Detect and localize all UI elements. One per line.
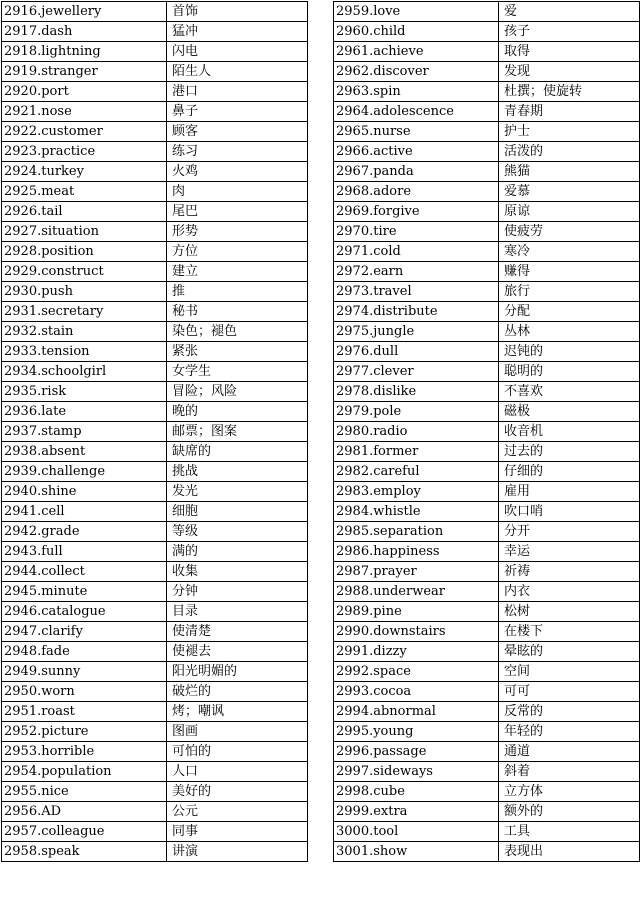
chinese-meaning: 杜撰；使旋转 [499,82,640,102]
chinese-meaning: 年轻的 [499,722,640,742]
vocab-row [334,642,640,662]
english-word: 2925.meat [2,182,167,202]
chinese-meaning: 活泼的 [499,142,640,162]
english-word: 2924.turkey [2,162,167,182]
vocab-row [2,22,308,42]
vocab-row [2,822,308,842]
chinese-meaning: 秘书 [167,302,308,322]
chinese-meaning: 冒险；风险 [167,382,308,402]
chinese-meaning: 吹口哨 [499,502,640,522]
chinese-meaning: 收集 [167,562,308,582]
chinese-meaning: 额外的 [499,802,640,822]
chinese-meaning: 火鸡 [167,162,308,182]
vocab-row [2,62,308,82]
vocab-table-right [333,1,640,862]
english-word: 2945.minute [2,582,167,602]
vocab-row [334,462,640,482]
english-word: 2948.fade [2,642,167,662]
chinese-meaning: 发现 [499,62,640,82]
english-word: 2946.catalogue [2,602,167,622]
chinese-meaning: 青春期 [499,102,640,122]
english-word: 2987.prayer [334,562,499,582]
chinese-meaning: 取得 [499,42,640,62]
vocab-row [334,122,640,142]
vocab-row [2,242,308,262]
chinese-meaning: 内衣 [499,582,640,602]
vocab-row [334,322,640,342]
english-word: 2976.dull [334,342,499,362]
vocab-row [334,202,640,222]
english-word: 2918.lightning [2,42,167,62]
chinese-meaning: 挑战 [167,462,308,482]
vocab-row [334,422,640,442]
vocab-row [334,82,640,102]
chinese-meaning: 仔细的 [499,462,640,482]
chinese-meaning: 美好的 [167,782,308,802]
english-word: 2955.nice [2,782,167,802]
vocab-row [2,422,308,442]
english-word: 2979.pole [334,402,499,422]
english-word: 2930.push [2,282,167,302]
vocab-row [334,402,640,422]
chinese-meaning: 分配 [499,302,640,322]
vocab-row [334,2,640,22]
english-word: 2952.picture [2,722,167,742]
english-word: 2943.full [2,542,167,562]
chinese-meaning: 等级 [167,522,308,542]
english-word: 2937.stamp [2,422,167,442]
english-word: 2981.former [334,442,499,462]
english-word: 2949.sunny [2,662,167,682]
english-word: 2922.customer [2,122,167,142]
vocab-row [2,162,308,182]
english-word: 2985.separation [334,522,499,542]
chinese-meaning: 缺席的 [167,442,308,462]
english-word: 2935.risk [2,382,167,402]
chinese-meaning: 松树 [499,602,640,622]
chinese-meaning: 陌生人 [167,62,308,82]
vocab-row [334,702,640,722]
vocab-row [2,342,308,362]
chinese-meaning: 寒冷 [499,242,640,262]
chinese-meaning: 旅行 [499,282,640,302]
english-word: 2929.construct [2,262,167,282]
vocab-row [334,442,640,462]
chinese-meaning: 反常的 [499,702,640,722]
english-word: 2928.position [2,242,167,262]
english-word: 2957.colleague [2,822,167,842]
vocab-row [2,742,308,762]
vocab-row [2,122,308,142]
english-word: 2980.radio [334,422,499,442]
chinese-meaning: 分开 [499,522,640,542]
vocab-row [2,282,308,302]
english-word: 2999.extra [334,802,499,822]
chinese-meaning: 赚得 [499,262,640,282]
english-word: 2953.horrible [2,742,167,762]
english-word: 3001.show [334,842,499,862]
english-word: 2992.space [334,662,499,682]
english-word: 2968.adore [334,182,499,202]
english-word: 2996.passage [334,742,499,762]
chinese-meaning: 闪电 [167,42,308,62]
vocab-row [2,842,308,862]
vocab-row [334,302,640,322]
chinese-meaning: 护士 [499,122,640,142]
english-word: 2958.speak [2,842,167,862]
chinese-meaning: 阳光明媚的 [167,662,308,682]
vocab-row [2,642,308,662]
vocab-row [334,762,640,782]
chinese-meaning: 猛冲 [167,22,308,42]
chinese-meaning: 人口 [167,762,308,782]
chinese-meaning: 染色；褪色 [167,322,308,342]
vocab-row [334,522,640,542]
english-word: 2983.employ [334,482,499,502]
chinese-meaning: 可可 [499,682,640,702]
vocab-row [334,722,640,742]
chinese-meaning: 聪明的 [499,362,640,382]
chinese-meaning: 不喜欢 [499,382,640,402]
vocab-row [334,842,640,862]
chinese-meaning: 晕眩的 [499,642,640,662]
chinese-meaning: 紧张 [167,342,308,362]
english-word: 2993.cocoa [334,682,499,702]
english-word: 2916.jewellery [2,2,167,22]
vocab-row [334,482,640,502]
english-word: 2974.distribute [334,302,499,322]
english-word: 2969.forgive [334,202,499,222]
chinese-meaning: 女学生 [167,362,308,382]
vocab-row [334,142,640,162]
chinese-meaning: 讲演 [167,842,308,862]
vocab-row [334,62,640,82]
english-word: 2926.tail [2,202,167,222]
chinese-meaning: 晚的 [167,402,308,422]
english-word: 2939.challenge [2,462,167,482]
chinese-meaning: 熊猫 [499,162,640,182]
english-word: 2963.spin [334,82,499,102]
english-word: 2931.secretary [2,302,167,322]
vocab-row [334,282,640,302]
english-word: 2986.happiness [334,542,499,562]
english-word: 2917.dash [2,22,167,42]
chinese-meaning: 斜着 [499,762,640,782]
chinese-meaning: 祈祷 [499,562,640,582]
chinese-meaning: 在楼下 [499,622,640,642]
english-word: 2990.downstairs [334,622,499,642]
vocab-row [2,222,308,242]
vocab-row [2,602,308,622]
vocab-row [334,622,640,642]
english-word: 2982.careful [334,462,499,482]
vocab-row [2,42,308,62]
vocab-row [2,382,308,402]
english-word: 2972.earn [334,262,499,282]
vocab-row [2,82,308,102]
chinese-meaning: 使褪去 [167,642,308,662]
english-word: 2973.travel [334,282,499,302]
vocab-row [2,442,308,462]
english-word: 2975.jungle [334,322,499,342]
chinese-meaning: 可怕的 [167,742,308,762]
vocab-row [334,662,640,682]
english-word: 2995.young [334,722,499,742]
chinese-meaning: 工具 [499,822,640,842]
english-word: 2961.achieve [334,42,499,62]
vocab-row [334,782,640,802]
english-word: 2920.port [2,82,167,102]
vocab-row [2,542,308,562]
english-word: 2989.pine [334,602,499,622]
vocab-row [334,502,640,522]
chinese-meaning: 首饰 [167,2,308,22]
chinese-meaning: 雇用 [499,482,640,502]
english-word: 2956.AD [2,802,167,822]
vocab-row [334,562,640,582]
chinese-meaning: 孩子 [499,22,640,42]
chinese-meaning: 迟钝的 [499,342,640,362]
english-word: 2964.adolescence [334,102,499,122]
english-word: 2941.cell [2,502,167,522]
chinese-meaning: 分钟 [167,582,308,602]
vocab-row [334,822,640,842]
vocab-row [2,142,308,162]
english-word: 2923.practice [2,142,167,162]
english-word: 2998.cube [334,782,499,802]
vocab-row [334,682,640,702]
vocab-row [2,182,308,202]
english-word: 2971.cold [334,242,499,262]
chinese-meaning: 同事 [167,822,308,842]
chinese-meaning: 目录 [167,602,308,622]
vocab-row [2,722,308,742]
english-word: 2934.schoolgirl [2,362,167,382]
chinese-meaning: 发光 [167,482,308,502]
chinese-meaning: 磁极 [499,402,640,422]
vocab-row [334,42,640,62]
vocab-row [2,682,308,702]
english-word: 2919.stranger [2,62,167,82]
vocab-row [334,342,640,362]
english-word: 2970.tire [334,222,499,242]
chinese-meaning: 公元 [167,802,308,822]
chinese-meaning: 练习 [167,142,308,162]
vocab-row [2,502,308,522]
vocab-row [2,102,308,122]
vocab-row [2,582,308,602]
vocab-row [334,602,640,622]
vocab-row [334,802,640,822]
english-word: 3000.tool [334,822,499,842]
english-word: 2947.clarify [2,622,167,642]
english-word: 2921.nose [2,102,167,122]
vocab-row [334,262,640,282]
vocab-table-left [1,1,308,862]
vocab-row [334,362,640,382]
vocab-row [2,202,308,222]
chinese-meaning: 爱慕 [499,182,640,202]
vocab-row [2,762,308,782]
english-word: 2962.discover [334,62,499,82]
chinese-meaning: 方位 [167,242,308,262]
english-word: 2988.underwear [334,582,499,602]
english-word: 2951.roast [2,702,167,722]
english-word: 2940.shine [2,482,167,502]
chinese-meaning: 丛林 [499,322,640,342]
vocab-row [2,782,308,802]
chinese-meaning: 表现出 [499,842,640,862]
english-word: 2954.population [2,762,167,782]
vocab-row [334,382,640,402]
english-word: 2959.love [334,2,499,22]
chinese-meaning: 推 [167,282,308,302]
english-word: 2991.dizzy [334,642,499,662]
chinese-meaning: 图画 [167,722,308,742]
chinese-meaning: 顾客 [167,122,308,142]
english-word: 2977.clever [334,362,499,382]
vocab-row [2,702,308,722]
chinese-meaning: 使清楚 [167,622,308,642]
chinese-meaning: 建立 [167,262,308,282]
chinese-meaning: 烤；嘲讽 [167,702,308,722]
english-word: 2994.abnormal [334,702,499,722]
chinese-meaning: 收音机 [499,422,640,442]
vocab-row [2,2,308,22]
vocab-row [334,222,640,242]
chinese-meaning: 过去的 [499,442,640,462]
vocab-row [2,462,308,482]
chinese-meaning: 立方体 [499,782,640,802]
vocab-row [2,402,308,422]
vocab-row [334,102,640,122]
vocab-row [334,162,640,182]
english-word: 2978.dislike [334,382,499,402]
vocab-row [2,262,308,282]
chinese-meaning: 尾巴 [167,202,308,222]
vocab-row [2,362,308,382]
chinese-meaning: 满的 [167,542,308,562]
chinese-meaning: 港口 [167,82,308,102]
chinese-meaning: 幸运 [499,542,640,562]
vocab-row [2,522,308,542]
chinese-meaning: 使疲劳 [499,222,640,242]
chinese-meaning: 爱 [499,2,640,22]
vocab-row [334,542,640,562]
english-word: 2967.panda [334,162,499,182]
vocab-row [2,562,308,582]
english-word: 2936.late [2,402,167,422]
chinese-meaning: 原谅 [499,202,640,222]
english-word: 2950.worn [2,682,167,702]
english-word: 2960.child [334,22,499,42]
vocab-row [334,182,640,202]
chinese-meaning: 破烂的 [167,682,308,702]
english-word: 2933.tension [2,342,167,362]
vocab-row [2,482,308,502]
chinese-meaning: 鼻子 [167,102,308,122]
english-word: 2932.stain [2,322,167,342]
vocab-row [2,802,308,822]
english-word: 2966.active [334,142,499,162]
english-word: 2965.nurse [334,122,499,142]
english-word: 2997.sideways [334,762,499,782]
vocab-row [334,22,640,42]
vocab-row [334,742,640,762]
vocab-row [2,662,308,682]
vocab-row [2,622,308,642]
vocab-row [334,242,640,262]
english-word: 2984.whistle [334,502,499,522]
english-word: 2927.situation [2,222,167,242]
vocab-row [334,582,640,602]
vocab-row [2,322,308,342]
vocab-row [2,302,308,322]
chinese-meaning: 细胞 [167,502,308,522]
chinese-meaning: 通道 [499,742,640,762]
english-word: 2942.grade [2,522,167,542]
english-word: 2944.collect [2,562,167,582]
chinese-meaning: 空间 [499,662,640,682]
chinese-meaning: 邮票；图案 [167,422,308,442]
chinese-meaning: 形势 [167,222,308,242]
english-word: 2938.absent [2,442,167,462]
chinese-meaning: 肉 [167,182,308,202]
